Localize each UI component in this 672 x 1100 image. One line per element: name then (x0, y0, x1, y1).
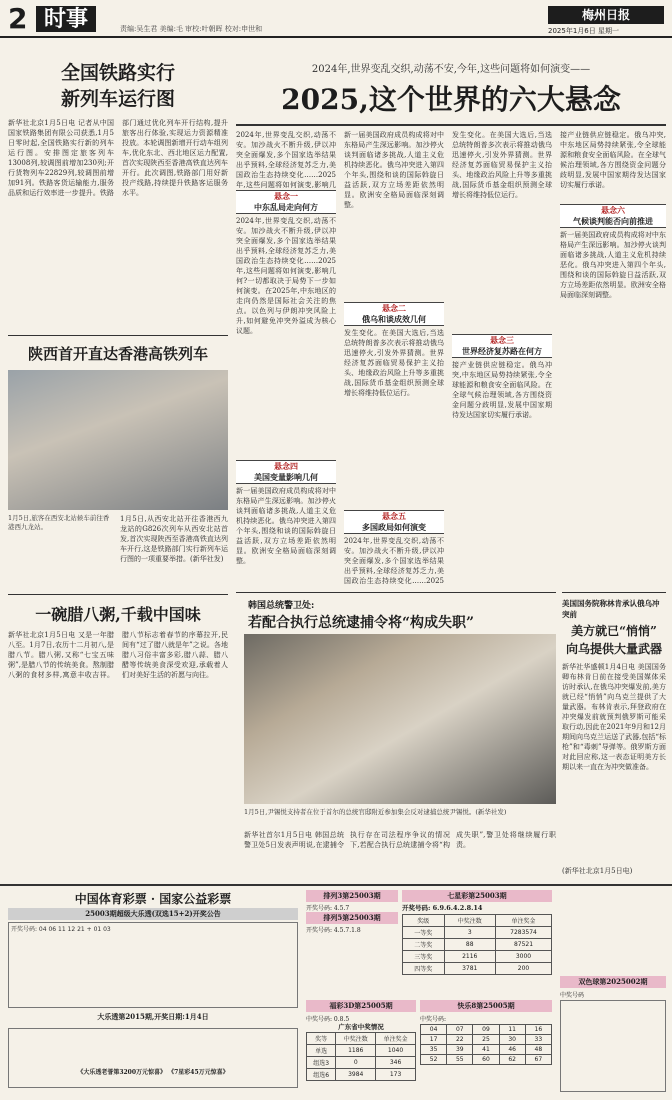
cell: 7283574 (495, 927, 551, 939)
cell: 3 (444, 927, 495, 939)
editor-meta: 责编:吴生君 美编:毛 审校:叶朝晖 校对:申世和 (120, 25, 263, 33)
feature-col2b: 发生变化。在美国大选后,当选总统特朗普多次表示将推动俄乌迅速停火,引发外界猜测。世界经济复苏面临贸易保护主义抬头、地缘政治风险上升等多重挑战,国际货币基金组织预测全球增长将维持低位运行。 (344, 329, 444, 397)
subhead-5-label: 悬念五 (382, 511, 406, 521)
kl8-number: 11 (499, 1025, 525, 1035)
cell: 四等奖 (403, 963, 445, 975)
subhead-2-label: 悬念二 (382, 303, 406, 313)
feature-col1b: 2024年,世界变乱交织,动荡不安。加沙战火不断升级,伊以冲突全面爆发,多个国家选举结果出乎预料,全球经济复苏乏力,美国政治生态持续变化……2025年,这些问题将如何演变,影响几何?一切都取决于局势下一步如何演变。在2025年,中东地区的走向仍然是国际社会关注的焦点。以色列与伊朗冲突风险上升,如何避免冲突外溢成为核心议题。 (236, 217, 336, 335)
subhead-3-title: 世界经济复苏路在何方 (462, 346, 542, 356)
kl8-number: 52 (421, 1055, 447, 1065)
cell: 3000 (495, 951, 551, 963)
cell: 3984 (336, 1069, 376, 1081)
kl8-number: 48 (525, 1045, 551, 1055)
kl8-number: 25 (473, 1035, 499, 1045)
cell: 1040 (376, 1045, 416, 1057)
cell: 单选 (307, 1045, 336, 1057)
qxc-title: 七星彩第25003期 (402, 890, 552, 902)
divider (8, 594, 228, 595)
cell: 组选6 (307, 1069, 336, 1081)
newspaper-logo: 梅州日报 (548, 6, 664, 24)
kl8-number: 16 (525, 1025, 551, 1035)
pl5-title: 排列5第25003期 (306, 912, 398, 924)
page-number: 2 (8, 2, 28, 35)
subhead-6 (560, 204, 666, 228)
laba-body: 新华社北京1月5日电 又是一年腊八至。1月7日,农历十二月初八,是腊八节。腊八粥,又称“七宝五味粥”,是腊八节的传统美食。熬制腊八粥的食材多样,寓意丰收吉祥。腊八节标志着春节的序幕拉开,民间有“过了腊八就是年”之说。各地腊八习俗丰富多彩,腊八蒜、腊八醋等传统美食深受欢迎,承载着人们对美好生活的祈愿与向往。 (8, 631, 228, 679)
cell: 一等奖 (403, 927, 445, 939)
right-footer: (新华社北京1月5日电) (562, 867, 633, 875)
feature-col3b: 接产业链供应链稳定。俄乌冲突,中东地区局势持续紧张,令全球能源和粮食安全面临风险。在全球气候治理领域,各方围绕资金问题分歧明显,发展中国家期待发达国家切实履行承诺。 (452, 361, 552, 419)
cell: 200 (495, 963, 551, 975)
korea-headline[interactable]: 若配合执行总统逮捕令将“构成失职” (248, 615, 475, 631)
divider (0, 884, 672, 886)
cell: 346 (376, 1057, 416, 1069)
subhead-6-title: 气候谈判能否向前推进 (573, 216, 653, 226)
th: 单注奖金 (495, 915, 551, 927)
section-title: 时事 (36, 6, 96, 32)
feature-col1c: 新一届美国政府成员构成将对中东格局产生深远影响。加沙停火谈判面临诸多挑战,人道主义危机持续恶化。俄乌冲突进入第四个年头,围绕和谈的国际斡旋日益活跃,双方立场差距依然明显。欧洲安全格局面临深刻调整。 (236, 487, 336, 565)
cell: 0 (336, 1057, 376, 1069)
kl8-number: 30 (499, 1035, 525, 1045)
subhead-5 (344, 510, 444, 534)
kl8-number: 33 (525, 1035, 551, 1045)
pl3-result: 开奖号码: 4.5.7 (306, 905, 350, 912)
rail-title-1: 全国铁路实行 (60, 62, 175, 84)
korea-body: 新华社首尔1月5日电 韩国总统警卫处5日发表声明说,在逮捕令执行存在司法程序争议的情况下,若配合执行总统逮捕令将“构成失职”,警卫处将继续履行职责。 (244, 831, 556, 849)
kl8-number: 55 (447, 1055, 473, 1065)
th: 中奖注数 (444, 915, 495, 927)
subhead-1 (236, 190, 336, 214)
feature-col1: 2024年,世界变乱交织,动荡不安。加沙战火不断升级,伊以冲突全面爆发,多个国家选举结果出乎预料,全球经济复苏乏力,美国政治生态持续变化……2025年,这些问题将如何演变,影响几 (236, 131, 336, 188)
kl8-number: 22 (447, 1035, 473, 1045)
cell: 组选3 (307, 1057, 336, 1069)
feature-col2: 新一届美国政府成员构成将对中东格局产生深远影响。加沙停火谈判面临诸多挑战,人道主义危机持续恶化。俄乌冲突进入第四个年头,围绕和谈的国际斡旋日益活跃,双方立场差距依然明显。欧洲安全格局面临深刻调整。 (344, 131, 444, 209)
feature-headline[interactable]: 2025,这个世界的六大悬念 (281, 83, 621, 116)
korea-caption: 1月5日,尹锡悦支持者在位于首尔的总统官邸附近参加集会反对逮捕总统尹锡悦。(新华社发) (244, 808, 507, 816)
divider (236, 592, 556, 593)
superlotto-box (8, 922, 298, 1008)
superlotto-footer: 大乐透第2015期,开奖日期:1月4日 (97, 1012, 209, 1021)
kl8-number: 09 (473, 1025, 499, 1035)
gd-title: 广东省中奖情况 (338, 1023, 384, 1031)
rail-body: 新华社北京1月5日电 记者从中国国家铁路集团有限公司获悉,1月5日零时起,全国铁路实行新的列车运行图。安排图定旅客列车13008列,较调图前增加230列;开行货物列车22829列,较调图前增加91列。铁路客货运输能力,服务品质和运行效率进一步提升。铁路部门通过优化列车开行结构,提升旅客出行体验,实现运力资源精准投放。本轮调图新增开行动车组列车,优化东北、西北地区运力配置,首次实现陕西至香港高铁直达列车开行。此次调图,铁路部门用好新投产线路,持续提升铁路客运服务水平。 (8, 119, 228, 197)
divider (8, 335, 228, 336)
subhead-4-label: 悬念四 (274, 461, 298, 471)
feature-kicker: 2024年,世界变乱交织,动荡不安,今年,这些问题将如何演变—— (311, 64, 591, 75)
kl8-number: 46 (499, 1045, 525, 1055)
korea-rally-photo (244, 634, 556, 804)
subhead-1-title: 中东乱局走向何方 (254, 202, 318, 212)
fc3d-table (306, 1032, 416, 1081)
issue-date: 2025年1月6日 星期一 (548, 27, 619, 35)
cell: 1186 (336, 1045, 376, 1057)
ssq-table (560, 1000, 666, 1092)
subhead-6-label: 悬念六 (601, 205, 625, 215)
cell: 87521 (495, 939, 551, 951)
kl8-number-grid (420, 1024, 552, 1065)
fc3d-title: 福彩3D第25005期 (306, 1000, 416, 1012)
divider (562, 592, 666, 593)
feature-col4: 接产业链供应链稳定。俄乌冲突,中东地区局势持续紧张,令全球能源和粮食安全面临风险。在全球气候治理领域,各方围绕资金问题分歧明显,发展中国家期待发达国家切实履行承诺。 (560, 131, 666, 189)
lottery-promo: 《大乐透老誉第3200万元惊喜》 《7星彩45万元惊喜》 (77, 1069, 229, 1076)
pl5-result: 开奖号码: 4.5.7.1.8 (306, 927, 361, 934)
subhead-3 (452, 334, 552, 358)
kl8-result: 中奖号码: (420, 1016, 447, 1023)
cell: 二等奖 (403, 939, 445, 951)
shaanxi-body: 1月5日,从西安北站开往香港西九龙站的G826次列车从西安北站首发,首次实现陕西至香港高铁直达列车开行,这是铁路部门实行新列车运行图的一项重要举措。(新华社发) (120, 515, 228, 563)
kl8-title: 快乐8第25005期 (420, 1000, 552, 1012)
rail-headline[interactable] (8, 60, 228, 112)
th: 中奖注数 (336, 1033, 376, 1045)
korea-kicker: 韩国总统警卫处: (248, 601, 315, 611)
qxc-result: 开奖号码: 6.9.6.4.2.8.14 (402, 904, 483, 912)
superlotto-title: 25003期超级大乐透(双选15+2)开奖公告 (8, 908, 298, 920)
subhead-4 (236, 460, 336, 484)
feature-col4b: 新一届美国政府成员构成将对中东格局产生深远影响。加沙停火谈判面临诸多挑战,人道主义危机持续恶化。俄乌冲突进入第四个年头,围绕和谈的国际斡旋日益活跃,双方立场差距依然明显。欧洲安全格局面临深刻调整。 (560, 231, 666, 299)
divider (236, 124, 666, 126)
kl8-number: 67 (525, 1055, 551, 1065)
fc3d-result: 中奖号码: 0.8.5 (306, 1016, 350, 1023)
kl8-number: 07 (447, 1025, 473, 1035)
shaanxi-headline[interactable]: 陕西首开直达香港高铁列车 (27, 345, 208, 363)
subhead-1-label: 悬念一 (274, 191, 298, 201)
kl8-number: 41 (473, 1045, 499, 1055)
cell: 3781 (444, 963, 495, 975)
feature-col2c: 2024年,世界变乱交织,动荡不安。加沙战火不断升级,伊以冲突全面爆发,多个国家选举结果出乎预料,全球经济复苏乏力,美国政治生态持续变化……2025 (344, 537, 444, 585)
shaanxi-caption: 1月5日,旅客在西安北站候车前往香港西九龙站。 (8, 514, 110, 531)
cell: 2116 (444, 951, 495, 963)
qxc-prize-table (402, 914, 552, 975)
kl8-number: 60 (473, 1055, 499, 1065)
kl8-number: 62 (499, 1055, 525, 1065)
feature-col3: 发生变化。在美国大选后,当选总统特朗普多次表示将推动俄乌迅速停火,引发外界猜测。世界经济复苏面临贸易保护主义抬头、地缘政治风险上升等多重挑战,国际货币基金组织预测全球增长将维持低位运行。 (452, 131, 552, 199)
subhead-3-label: 悬念三 (490, 335, 514, 345)
right-kicker: 美国国务院称林肯承认俄乌冲突前 (562, 599, 660, 619)
superlotto-numbers: 开奖号码: 04 06 11 12 21 + 01 03 (11, 926, 111, 933)
th: 奖级 (403, 915, 445, 927)
train-photo (8, 370, 228, 510)
cell: 173 (376, 1069, 416, 1081)
lottery-notice (8, 1028, 298, 1088)
cell: 88 (444, 939, 495, 951)
ssq-title: 双色球第2025002期 (560, 976, 666, 988)
subhead-5-title: 多国政局如何演变 (362, 522, 426, 532)
rail-title-2: 新列车运行图 (60, 88, 175, 110)
kl8-number: 35 (421, 1045, 447, 1055)
th: 单注奖金 (376, 1033, 416, 1045)
right-headline-2[interactable]: 向乌提供大量武器 (565, 642, 662, 656)
ssq-label: 中奖号码 (560, 992, 585, 999)
laba-headline[interactable]: 一碗腊八粥,千载中国味 (35, 605, 201, 624)
pl3-title: 排列3第25003期 (306, 890, 398, 902)
kl8-number: 39 (447, 1045, 473, 1055)
subhead-4-title: 美国变量影响几何 (254, 472, 318, 482)
th: 奖等 (307, 1033, 336, 1045)
cell: 三等奖 (403, 951, 445, 963)
lottery-title: 中国体育彩票 · 国家公益彩票 (74, 892, 232, 906)
right-body: 新华社华盛顿1月4日电 美国国务卿布林肯日前在接受美国媒体采访时承认,在俄乌冲突爆发前,美方就已经“悄悄”向乌克兰提供了大量武器。布林肯表示,拜登政府在冲突爆发前就预判俄罗斯可能采取行动,因此在2021年9月和12月期间向乌克兰运送了武器,包括“标枪”和“毒刺”导弹等。俄罗斯方面对此回应称,这一表态证明美方长期以来一直在为冲突做准备。 (562, 663, 666, 771)
kl8-number: 17 (421, 1035, 447, 1045)
right-headline-1[interactable]: 美方就已“悄悄” (571, 624, 657, 638)
subhead-2 (344, 302, 444, 326)
kl8-number: 04 (421, 1025, 447, 1035)
subhead-2-title: 俄乌和谈成效几何 (362, 314, 426, 324)
